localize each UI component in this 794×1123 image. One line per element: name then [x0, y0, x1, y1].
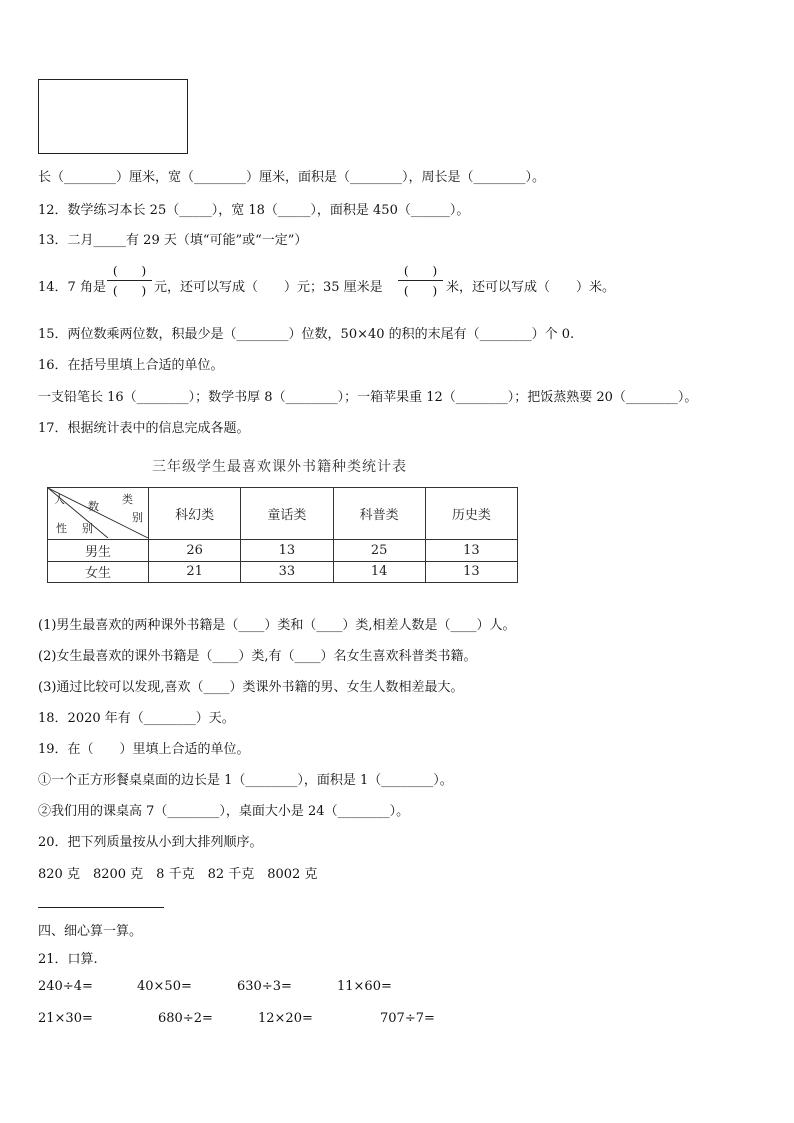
q19-line1: ①一个正方形餐桌桌面的边长是 1（________），面积是 1（________）。: [38, 773, 453, 788]
q19-title: 19．在（ ）里填上合适的单位。: [38, 742, 250, 757]
table-corner-cell: [48, 488, 149, 540]
column-header: 科幻类: [149, 488, 241, 540]
q14-middle: 元，还可以写成（ ）元；35 厘米是: [154, 280, 383, 295]
q19-line2: ②我们用的课桌高 7（________），桌面大小是 24（________）。: [38, 804, 410, 819]
q17-sub3: (3)通过比较可以发现,喜欢（____）类课外书籍的男、女生人数相差最大。: [38, 680, 464, 695]
table-cell: 21: [149, 561, 241, 583]
corner-label: 数: [88, 500, 99, 513]
corner-label: 类: [122, 493, 133, 506]
q20-items: 820 克 8200 克 8 千克 82 千克 8002 克: [38, 867, 318, 882]
calc-item: 40×50=: [137, 979, 192, 994]
corner-label: 性: [56, 522, 67, 535]
q16-title: 16．在括号里填上合适的单位。: [38, 358, 224, 373]
section-divider: [38, 907, 164, 908]
table-cell: 26: [149, 540, 241, 562]
section-heading: 四、细心算一算。: [38, 924, 143, 939]
table-title: 三年级学生最喜欢课外书籍种类统计表: [152, 459, 407, 475]
calc-item: 11×60=: [337, 979, 392, 994]
column-header: 历史类: [425, 488, 517, 540]
calc-item: 707÷7=: [380, 1011, 435, 1026]
column-header: 科普类: [333, 488, 425, 540]
q16-line: 一支铅笔长 16（________）；数学书厚 8（________）；一箱苹果重 12（________）；把饭蒸熟要 20（________）。: [38, 390, 698, 405]
q20-title: 20．把下列质量按从小到大排列顺序。: [38, 835, 263, 850]
fraction-denominator: ( ): [403, 284, 438, 298]
fraction-bar: [398, 280, 443, 281]
row-label: 男生: [48, 540, 149, 562]
calc-item: 21×30=: [38, 1011, 93, 1026]
corner-label: 别: [132, 511, 143, 524]
q14-start: 14．7 角是: [38, 280, 106, 295]
q17-title: 17．根据统计表中的信息完成各题。: [38, 421, 250, 436]
calc-item: 680÷2=: [158, 1011, 213, 1026]
table-cell: 13: [241, 540, 333, 562]
calc-item: 240÷4=: [38, 979, 93, 994]
table-row: [48, 540, 518, 562]
q12-text: 12．数学练习本长 25（_____），宽 18（_____），面积是 450（______）。: [38, 203, 470, 218]
table-cell: 13: [425, 540, 517, 562]
corner-label: 人: [54, 493, 65, 506]
calc-item: 12×20=: [258, 1011, 313, 1026]
table-row: [48, 561, 518, 583]
fraction-numerator: ( ): [403, 264, 438, 278]
corner-label: 别: [82, 522, 93, 535]
table-cell: 14: [333, 561, 425, 583]
q15-text: 15．两位数乘两位数，积最少是（________）位数，50×40 的积的末尾有（________）个 0.: [38, 327, 575, 342]
q14-fraction-1: [107, 262, 152, 299]
rectangle-figure: [38, 79, 188, 154]
table-cell: 33: [241, 561, 333, 583]
calc-item: 630÷3=: [237, 979, 292, 994]
q14-fraction-2: [398, 262, 443, 299]
table-cell: 25: [333, 540, 425, 562]
statistics-table: [47, 487, 518, 583]
fraction-bar: [107, 280, 152, 281]
fraction-denominator: ( ): [112, 284, 147, 298]
q17-sub1: (1)男生最喜欢的两种课外书籍是（____）类和（____）类,相差人数是（____）人。: [38, 618, 516, 633]
q14-end: 米，还可以写成（ ）米。: [446, 280, 616, 295]
q21-title: 21．口算.: [38, 952, 98, 967]
q18-text: 18．2020 年有（________）天。: [38, 711, 235, 726]
column-header: 童话类: [241, 488, 333, 540]
q17-sub2: (2)女生最喜欢的课外书籍是（____）类,有（____）名女生喜欢科普类书籍。: [38, 649, 477, 664]
table-cell: 13: [425, 561, 517, 583]
q11-text: 长（________）厘米，宽（________）厘米，面积是（________），周长是（________）。: [38, 170, 546, 185]
row-label: 女生: [48, 561, 149, 583]
q13-text: 13．二月_____有 29 天（填“可能”或“一定”）: [38, 233, 308, 248]
fraction-numerator: ( ): [112, 264, 147, 278]
